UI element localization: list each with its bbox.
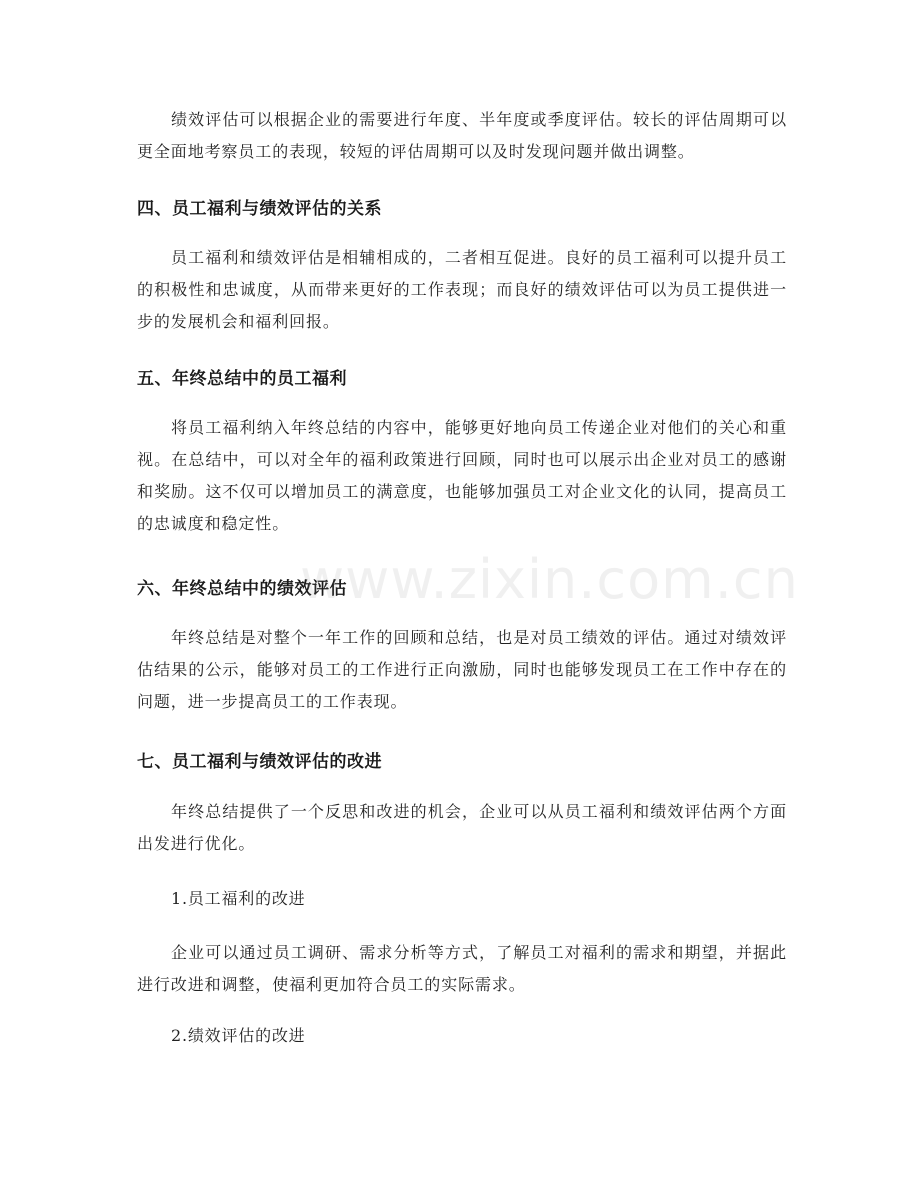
heading-section-4: 四、员工福利与绩效评估的关系	[137, 199, 382, 219]
heading-section-6: 六、年终总结中的绩效评估	[137, 579, 347, 599]
paragraph-welfare-improvement: 企业可以通过员工调研、需求分析等方式，了解员工对福利的需求和期望，并据此进行改进和调整，使福利更加符合员工的实际需求。	[137, 943, 787, 994]
subheading-performance-improvement: 2.绩效评估的改进	[171, 1026, 306, 1045]
heading-section-5: 五、年终总结中的员工福利	[137, 369, 347, 389]
paragraph-relationship: 员工福利和绩效评估是相辅相成的，二者相互促进。良好的员工福利可以提升员工的积极性和忠诚度，从而带来更好的工作表现；而良好的绩效评估可以为员工提供进一步的发展机会和福利回报。	[137, 248, 787, 331]
heading-section-7: 七、员工福利与绩效评估的改进	[137, 752, 382, 772]
paragraph-welfare-summary: 将员工福利纳入年终总结的内容中，能够更好地向员工传递企业对他们的关心和重视。在总结中，可以对全年的福利政策进行回顾，同时也可以展示出企业对员工的感谢和奖励。这不仅可以增加员工的满意度，也能够加强员工对企业文化的认同，提高员工的忠诚度和稳定性。	[137, 418, 787, 533]
subheading-welfare-improvement: 1.员工福利的改进	[171, 889, 306, 908]
paragraph-improvement-intro: 年终总结提供了一个反思和改进的机会，企业可以从员工福利和绩效评估两个方面出发进行优化。	[137, 802, 787, 853]
paragraph-evaluation-cycle: 绩效评估可以根据企业的需要进行年度、半年度或季度评估。较长的评估周期可以更全面地考察员工的表现，较短的评估周期可以及时发现问题并做出调整。	[137, 110, 787, 161]
watermark: www.zixin.com.cn	[300, 548, 799, 611]
paragraph-performance-summary: 年终总结是对整个一年工作的回顾和总结，也是对员工绩效的评估。通过对绩效评估结果的公示，能够对员工的工作进行正向激励，同时也能够发现员工在工作中存在的问题，进一步提高员工的工作表现。	[137, 628, 787, 711]
